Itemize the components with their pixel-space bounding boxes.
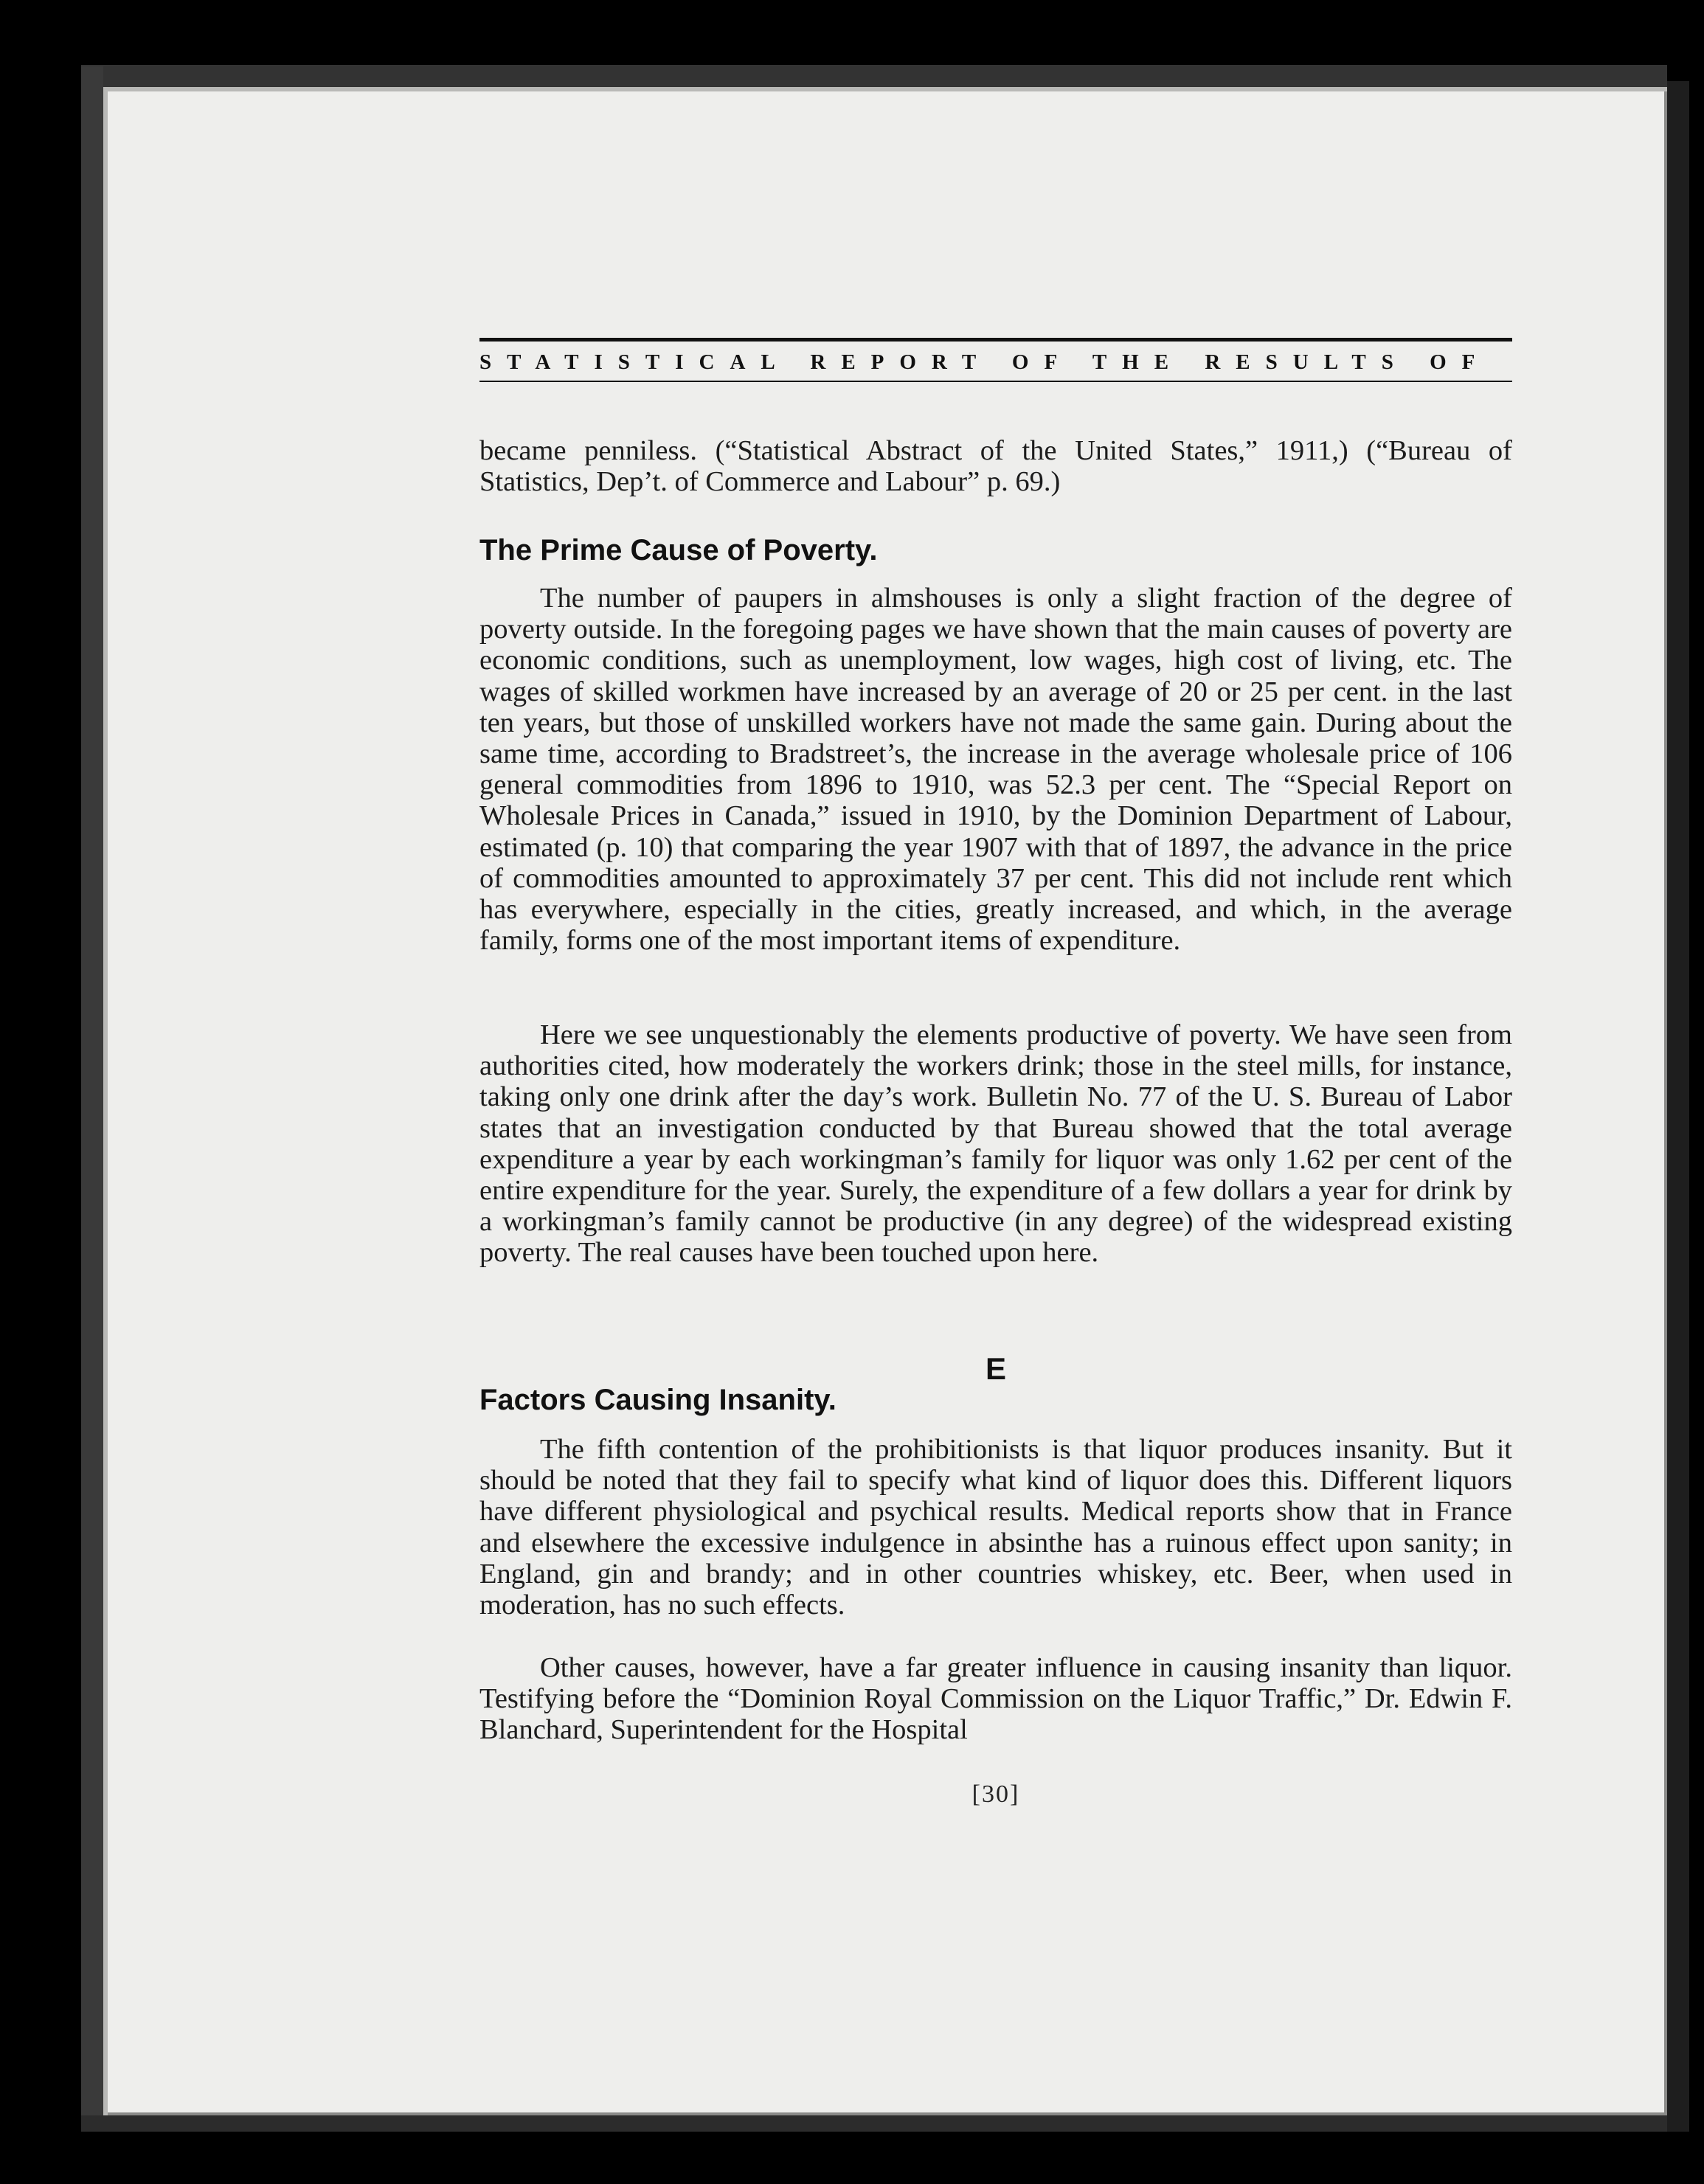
- header-rule-bottom: [479, 381, 1512, 382]
- opening-paragraph: became penniless. (“Statistical Abstract of the United States,” 1911,) (“Bureau of Statistics, Dep’t. of Commerce and Labour” p. 69.): [479, 435, 1512, 498]
- section-letter: E: [985, 1351, 1006, 1386]
- header-rule-top: [479, 338, 1512, 342]
- section-heading-insanity: Factors Causing Insanity.: [479, 1384, 837, 1416]
- section-heading-poverty: The Prime Cause of Poverty.: [479, 534, 878, 566]
- page-number: [30]: [972, 1781, 1020, 1808]
- scan-border-right: [1667, 81, 1689, 2132]
- scan-border-left: [81, 66, 103, 2132]
- poverty-paragraph-2: Here we see unquestionably the elements productive of poverty. We have seen from authorities cited, how moderately the workers drink; those in the steel mills, for instance, taking only one drink after the day’s work. Bulletin No. 77 of the U. S. Bureau of Labor states that an investigation conducted by that Bureau showed that the total average expenditure a year by each workingman’s family for liquor was only 1.62 per cent of the entire expenditure for the year. Surely, the expenditure of a few dollars a year for drink by a workingman’s family cannot be productive (in any degree) of the widespread existing poverty. The real causes have been touched upon here.: [479, 1019, 1512, 1269]
- poverty-paragraph-1: The number of paupers in almshouses is only a slight fraction of the degree of poverty outside. In the foregoing pages we have shown that the main causes of poverty are economic conditions, such as unemployment, low wages, high cost of living, etc. The wages of skilled workmen have increased by an average of 20 or 25 per cent. in the last ten years, but those of unskilled workers have not made the same gain. During about the same time, according to Bradstreet’s, the increase in the average wholesale price of 106 general commodities from 1896 to 1910, was 52.3 per cent. The “Special Report on Wholesale Prices in Canada,” issued in 1910, by the Dominion Department of Labour, estimated (p. 10) that comparing the year 1907 with that of 1897, the advance in the price of commodities amounted to approximately 37 per cent. This did not include rent which has everywhere, especially in the cities, greatly increased, and which, in the average family, forms one of the most important items of expenditure.: [479, 583, 1512, 957]
- scan-border-top: [81, 65, 1667, 87]
- running-head: STATISTICAL REPORT OF THE RESULTS OF: [479, 350, 1491, 374]
- scan-border-bottom: [81, 2115, 1667, 2132]
- insanity-paragraph-2: Other causes, however, have a far greater influence in causing insanity than liquor. Testifying before the “Dominion Royal Commission on the Liquor Traffic,” Dr. Edwin F. Blanchard, Superintendent for the Hospital: [479, 1652, 1512, 1746]
- insanity-paragraph-1: The fifth contention of the prohibitionists is that liquor produces insanity. But it should be noted that they fail to specify what kind of liquor does this. Different liquors have different physiological and psychical results. Medical reports show that in France and elsewhere the excessive indulgence in absinthe has a ruinous effect upon sanity; in England, gin and brandy; and in other countries whiskey, etc. Beer, when used in moderation, has no such effects.: [479, 1434, 1512, 1621]
